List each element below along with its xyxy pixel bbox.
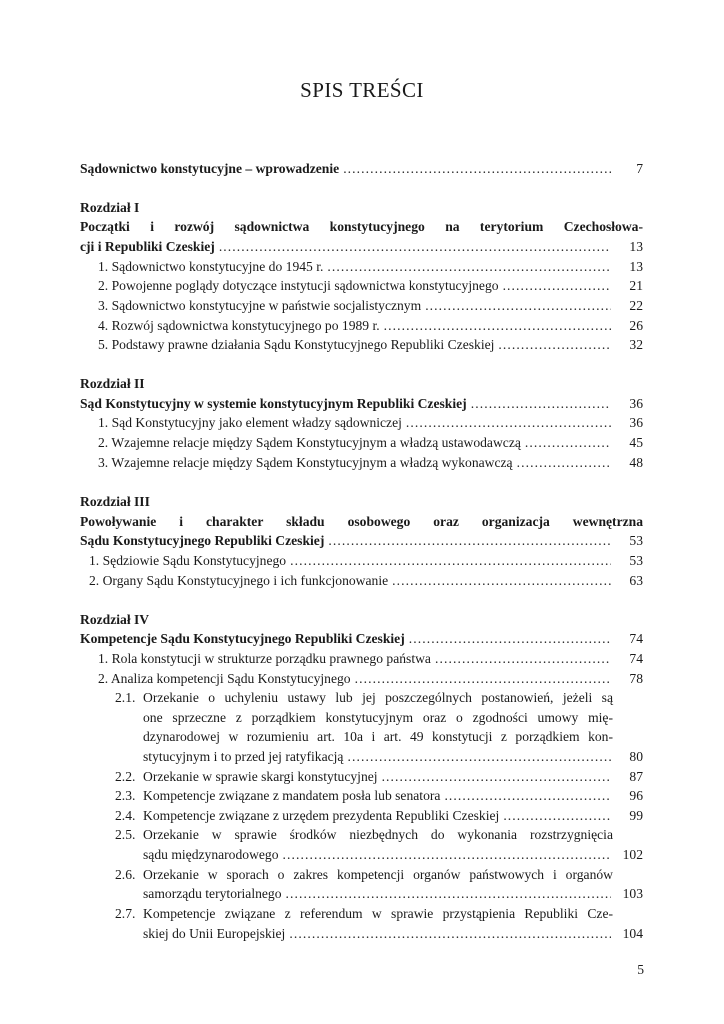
dot-leader	[444, 786, 611, 806]
section-number: 2.1.	[115, 690, 136, 705]
dot-leader	[355, 669, 611, 689]
toc-entry[interactable]	[143, 884, 643, 904]
toc-page-number: 22	[629, 298, 643, 313]
section-number: 2.2.	[115, 769, 136, 784]
toc-entry-title: Kompetencje związane z urzędem prezydenta Republiki Czeskiej	[143, 808, 500, 823]
toc-entry-title: stytucyjnym i to przed jej ratyfikacją	[143, 749, 344, 764]
toc-page-number: 87	[629, 769, 643, 784]
toc-page-number: 74	[629, 631, 643, 646]
toc-entry-title: Kompetencje Sądu Konstytucyjnego Republiki Czeskiej	[80, 631, 405, 646]
dot-leader	[219, 237, 611, 257]
dot-leader	[328, 531, 611, 551]
dot-leader	[435, 649, 611, 669]
toc-entry[interactable]	[98, 453, 643, 473]
toc-page-number: 13	[629, 239, 643, 254]
toc-entry-title: 1. Sądownictwo konstytucyjne do 1945 r.	[98, 259, 324, 274]
dot-leader	[327, 257, 611, 277]
toc-entry-title: 2. Powojenne poglądy dotyczące instytucji sądownictwa konstytucyjnego	[98, 278, 499, 293]
toc-entry-title: sądu międzynarodowego	[143, 847, 279, 862]
toc-entry-text-line: Orzekanie o uchyleniu ustawy lub jej poszczególnych postanowień, jeżeli są	[143, 690, 613, 705]
toc-page-number: 103	[622, 886, 643, 901]
toc-entry-title: 3. Wzajemne relacje między Sądem Konstytucyjnym a władzą wykonawczą	[98, 455, 513, 470]
toc-entry-chapter-3[interactable]	[80, 531, 643, 551]
toc-entry-title: 1. Rola konstytucji w strukturze porządku prawnego państwa	[98, 651, 431, 666]
toc-entry[interactable]	[98, 669, 643, 689]
toc-page-number: 104	[622, 926, 643, 941]
dot-leader	[517, 453, 611, 473]
toc-entry[interactable]	[143, 786, 643, 806]
dot-leader	[283, 845, 611, 865]
dot-leader	[503, 806, 611, 826]
toc-page-number: 21	[629, 278, 643, 293]
chapter-label: Rozdział II	[80, 376, 145, 391]
toc-entry-text-line: Kompetencje związane z referendum w sprawie przystąpienia Republiki Cze-	[143, 906, 613, 921]
toc-entry-title: 1. Sędziowie Sądu Konstytucyjnego	[89, 553, 287, 568]
toc-entry-chapter-4[interactable]	[80, 629, 643, 649]
chapter-label: Rozdział IV	[80, 612, 150, 627]
toc-page-number: 53	[629, 533, 643, 548]
dot-leader	[343, 159, 611, 179]
toc-entry-title: 2. Analiza kompetencji Sądu Konstytucyjnego	[98, 671, 351, 686]
toc-page-number: 32	[629, 337, 643, 352]
toc-entry[interactable]	[98, 335, 643, 355]
section-number: 2.7.	[115, 906, 136, 921]
section-number: 2.3.	[115, 788, 136, 803]
toc-page-number: 36	[629, 396, 643, 411]
toc-entry[interactable]	[98, 257, 643, 277]
dot-leader	[406, 413, 611, 433]
toc-entry-title: samorządu terytorialnego	[143, 886, 282, 901]
dot-leader	[347, 747, 611, 767]
toc-page-number: 74	[629, 651, 643, 666]
toc-entry[interactable]	[89, 571, 643, 591]
toc-entry-chapter-2[interactable]	[80, 394, 643, 414]
page-title: SPIS TREŚCI	[300, 78, 424, 102]
chapter-title-line: Powoływanie i charakter składu osobowego oraz organizacja wewnętrzna	[80, 514, 643, 529]
toc-page-number: 26	[629, 318, 643, 333]
section-number: 2.5.	[115, 827, 136, 842]
toc-page-number: 45	[629, 435, 643, 450]
toc-page-number: 36	[629, 415, 643, 430]
toc-entry-title: Sąd Konstytucyjny w systemie konstytucyjnym Republiki Czeskiej	[80, 396, 467, 411]
toc-entry-chapter-1[interactable]	[80, 237, 643, 257]
dot-leader	[498, 335, 611, 355]
toc-entry-title: 3. Sądownictwo konstytucyjne w państwie socjalistycznym	[98, 298, 422, 313]
toc-page-number: 78	[629, 671, 643, 686]
toc-entry[interactable]	[98, 413, 643, 433]
toc-entry-title: cji i Republiki Czeskiej	[80, 239, 215, 254]
dot-leader	[471, 394, 611, 414]
toc-entry-title: 2. Wzajemne relacje między Sądem Konstytucyjnym a władzą ustawodawczą	[98, 435, 521, 450]
toc-entry-title: Orzekanie w sprawie skargi konstytucyjnej	[143, 769, 378, 784]
dot-leader	[525, 433, 611, 453]
toc-entry[interactable]	[98, 433, 643, 453]
toc-entry[interactable]	[98, 276, 643, 296]
toc-entry-title: Sądownictwo konstytucyjne – wprowadzenie	[80, 161, 340, 176]
dot-leader	[290, 551, 611, 571]
toc-page-number: 13	[629, 259, 643, 274]
toc-entry-text-line: Orzekanie w sprawie środków niezbędnych do wykonania rozstrzygnięcia	[143, 827, 613, 842]
toc-entry-title: Sądu Konstytucyjnego Republiki Czeskiej	[80, 533, 325, 548]
toc-entry-intro[interactable]	[80, 159, 643, 179]
toc-page-number: 99	[629, 808, 643, 823]
toc-entry[interactable]	[143, 845, 643, 865]
section-number: 2.4.	[115, 808, 136, 823]
chapter-label: Rozdział III	[80, 494, 150, 509]
toc-entry[interactable]	[143, 806, 643, 826]
toc-entry[interactable]	[98, 316, 643, 336]
toc-entry-text-line: one sprzeczne z porządkiem konstytucyjnym oraz o zgodności umowy mię-	[143, 710, 613, 725]
toc-page-number: 102	[622, 847, 643, 862]
chapter-label: Rozdział I	[80, 200, 140, 215]
dot-leader	[425, 296, 611, 316]
toc-entry[interactable]	[143, 767, 643, 787]
toc-entry[interactable]	[143, 747, 643, 767]
toc-entry[interactable]	[98, 296, 643, 316]
toc-page-number: 80	[629, 749, 643, 764]
toc-entry[interactable]	[98, 649, 643, 669]
dot-leader	[384, 316, 611, 336]
toc-entry-title: 5. Podstawy prawne działania Sądu Konstytucyjnego Republiki Czeskiej	[98, 337, 495, 352]
toc-page-number: 53	[629, 553, 643, 568]
toc-page-number: 63	[629, 573, 643, 588]
toc-entry-title: 1. Sąd Konstytucyjny jako element władzy sądowniczej	[98, 415, 402, 430]
dot-leader	[286, 884, 611, 904]
toc-entry-text-line: dzynarodowej w rozumieniu art. 10a i art. 49 konstytucji z porządkiem kon-	[143, 729, 613, 744]
toc-page-number: 48	[629, 455, 643, 470]
toc-entry-title: skiej do Unii Europejskiej	[143, 926, 286, 941]
dot-leader	[289, 924, 611, 944]
toc-entry[interactable]	[143, 924, 643, 944]
dot-leader	[503, 276, 611, 296]
dot-leader	[409, 629, 611, 649]
toc-entry-title: 4. Rozwój sądownictwa konstytucyjnego po 1989 r.	[98, 318, 380, 333]
dot-leader	[392, 571, 611, 591]
toc-entry-title: Kompetencje związane z mandatem posła lub senatora	[143, 788, 441, 803]
page-number: 5	[637, 962, 644, 977]
toc-page-number: 7	[636, 161, 643, 176]
toc-entry[interactable]	[89, 551, 643, 571]
toc-page-number: 96	[629, 788, 643, 803]
toc-entry-title: 2. Organy Sądu Konstytucyjnego i ich funkcjonowanie	[89, 573, 389, 588]
toc-entry-text-line: Orzekanie w sporach o zakres kompetencji organów państwowych i organów	[143, 867, 613, 882]
chapter-title-line: Początki i rozwój sądownictwa konstytucyjnego na terytorium Czechosłowa-	[80, 219, 643, 234]
section-number: 2.6.	[115, 867, 136, 882]
dot-leader	[382, 767, 611, 787]
